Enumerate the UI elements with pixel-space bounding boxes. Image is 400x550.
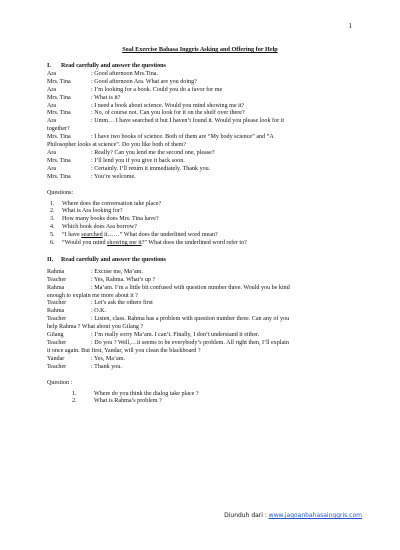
dialog-line <box>47 340 363 348</box>
dialog-continuation-line: help Rahma ? What about you Gilang ? <box>47 324 144 331</box>
footer-prefix: Diunduh dari : <box>224 512 269 519</box>
dialog-text: : I’m looking for a book. Could you do a favor for me <box>91 86 223 93</box>
dialog-speaker: Mrs. Tina <box>47 173 71 180</box>
question-number: 2. <box>72 398 77 405</box>
question-number: 6. <box>50 240 55 247</box>
question-text-pre: “I have <box>62 232 82 239</box>
dialog-text: : What is it? <box>91 94 121 101</box>
dialog-text: : Yes, Ma’am. <box>91 355 126 362</box>
dialog-speaker: Teacher <box>47 340 67 346</box>
dialog-line <box>47 332 363 340</box>
dialog-text: : Certainly. I’ll return it immediately. Thank you. <box>91 165 211 172</box>
dialog-speaker: Ara <box>47 102 57 109</box>
dialog-text: : No, of course not. Can you look for it on the shelf over there? <box>91 110 245 117</box>
footer <box>224 512 362 519</box>
section-1-heading <box>47 63 363 71</box>
dialog-text: : Listen, class. Rahma has a problem with question number three. Can any of you <box>91 316 290 323</box>
question-text <box>62 240 247 248</box>
dialog-text: : O.K. <box>91 308 107 315</box>
dialog-line <box>47 316 363 324</box>
dialog-speaker: Ara <box>47 165 57 172</box>
underlined-word: showing me it <box>107 240 142 247</box>
dialog-speaker: Rahma <box>47 308 65 315</box>
dialog-text: : I’ll lend you if you give it back soon. <box>91 157 185 164</box>
section-2-number: II. <box>47 256 54 263</box>
footer-link[interactable]: www.jagoanbahasainggris.com <box>268 512 362 519</box>
section-2-questions-label: Question : <box>47 379 73 386</box>
dialog-line <box>47 95 363 103</box>
dialog-line <box>47 134 363 142</box>
section-1-number: I. <box>47 63 51 69</box>
section-2-questions <box>47 391 363 407</box>
page-number: 1 <box>348 22 352 30</box>
question-item <box>47 391 363 399</box>
dialog-speaker: Mrs. Tina <box>47 78 71 85</box>
question-number: 2. <box>50 208 55 215</box>
question-text: What is Ara looking for? <box>62 208 123 215</box>
dialog-text: : Good afternoon Ara. What are you doing? <box>91 78 197 85</box>
dialog-speaker: Teacher <box>47 276 67 283</box>
question-item <box>47 398 363 406</box>
dialog-speaker: Mrs. Tina <box>47 134 71 141</box>
question-item <box>47 232 363 240</box>
question-text: How many books does Mrs. Tina have? <box>62 216 159 223</box>
dialog-line <box>47 87 363 95</box>
section-2-heading <box>47 257 363 265</box>
dialog-text: : Ma’am. I’m a little bit confused with question number three. Would you be kind <box>91 284 290 291</box>
dialog-line <box>47 285 363 293</box>
dialog-speaker: Ara <box>47 149 57 156</box>
dialog-speaker: Teacher <box>47 363 67 370</box>
dialog-speaker: Rahma <box>47 284 65 291</box>
section-1-dialog <box>47 71 363 182</box>
dialog-continuation-line: it once again. But first, Yandar, will you clean the blackboard ? <box>47 347 201 354</box>
dialog-text: : I have two books of science. Both of them are “My body science” and “A <box>91 134 274 141</box>
document-title: Soal Exercise Bahasa Inggris Asking and Offering for Help <box>122 46 278 53</box>
dialog-line <box>47 166 363 174</box>
dialog-speaker: Yandar <box>47 355 65 362</box>
section-1-title: Read carefully and answer the questions <box>61 63 166 69</box>
dialog-text: : You’re welcome. <box>91 173 136 180</box>
section-1-questions-label: Questions: <box>47 189 74 196</box>
dialog-line <box>47 158 363 166</box>
section-1-questions <box>47 201 363 248</box>
dialog-speaker: Ara <box>47 86 57 93</box>
dialog-line <box>47 364 363 372</box>
dialog-line <box>47 150 363 158</box>
dialog-text: : Really? Can you lend me the second one, please? <box>91 149 215 156</box>
question-text: Which book does Ara borrow? <box>62 224 137 231</box>
dialog-line <box>47 174 363 182</box>
section-2-dialog <box>47 269 363 372</box>
dialog-text: : Excuse me, Ma’am. <box>91 268 143 275</box>
dialog-line <box>47 79 363 87</box>
question-text: Where do you think the dialog take place ? <box>94 390 199 397</box>
dialog-line <box>47 269 363 277</box>
question-text-pre: “Would you mind <box>62 240 108 247</box>
dialog-speaker: Teacher <box>47 300 67 307</box>
question-text: What is Rahma’s problem ? <box>94 398 162 405</box>
question-number: 4. <box>50 224 55 231</box>
section-2-title: Read carefully and answer the questions <box>61 256 166 263</box>
dialog-speaker: Teacher <box>47 316 67 323</box>
dialog-line <box>47 356 363 364</box>
dialog-speaker: Ara <box>47 118 57 125</box>
question-text-post: ?” What does the underlined word refer to? <box>141 240 247 247</box>
question-item <box>47 216 363 224</box>
dialog-text: : Good afternoon Mrs.Tina. <box>91 70 158 77</box>
question-number: 1. <box>72 390 77 397</box>
question-item <box>47 224 363 232</box>
question-text-post: it……” What does the underlined word mean? <box>102 232 218 239</box>
document-body <box>47 60 363 406</box>
question-number: 3. <box>50 216 55 223</box>
question-text <box>62 232 218 240</box>
dialog-speaker: Rahma <box>47 268 65 275</box>
dialog-text: : I need a book about science. Would you mind showing me it? <box>91 102 245 109</box>
dialog-speaker: Gilang <box>47 332 64 339</box>
dialog-line <box>47 118 363 126</box>
dialog-speaker: Mrs. Tina <box>47 157 71 164</box>
dialog-line <box>47 300 363 308</box>
dialog-continuation-line: together? <box>47 126 70 133</box>
question-item <box>47 208 363 216</box>
question-item <box>47 240 363 248</box>
dialog-speaker: Mrs. Tina <box>47 94 71 101</box>
question-number: 1. <box>50 200 55 207</box>
question-number: 5. <box>50 232 55 239</box>
dialog-text: : I’m really sorry Ma’am. I can’t. Finally, I don’t understand it either. <box>91 332 260 339</box>
question-text: Where does the conversation take place? <box>62 200 162 207</box>
dialog-line <box>47 277 363 285</box>
dialog-line <box>47 71 363 79</box>
dialog-speaker: Ara <box>47 70 57 77</box>
dialog-text: : Do you ? Well,…it seems to be everybody’s problem. All right then, I’ll explain <box>91 340 289 346</box>
dialog-text: : Let’s ask the others first <box>91 300 153 307</box>
underlined-word: searched <box>81 232 103 239</box>
dialog-continuation-line: enough to explain me more about it ? <box>47 292 138 299</box>
dialog-text: : Umm… I have searched it but I haven’t found it. Would you please look for it <box>91 118 285 125</box>
dialog-continuation-line: Philosopher looks at science”. Do you like both of them? <box>47 142 187 149</box>
dialog-text: : Yes, Rahma. What’s up ? <box>91 276 156 283</box>
dialog-speaker: Mrs. Tina <box>47 110 71 117</box>
dialog-text: : Thank you. <box>91 363 122 370</box>
